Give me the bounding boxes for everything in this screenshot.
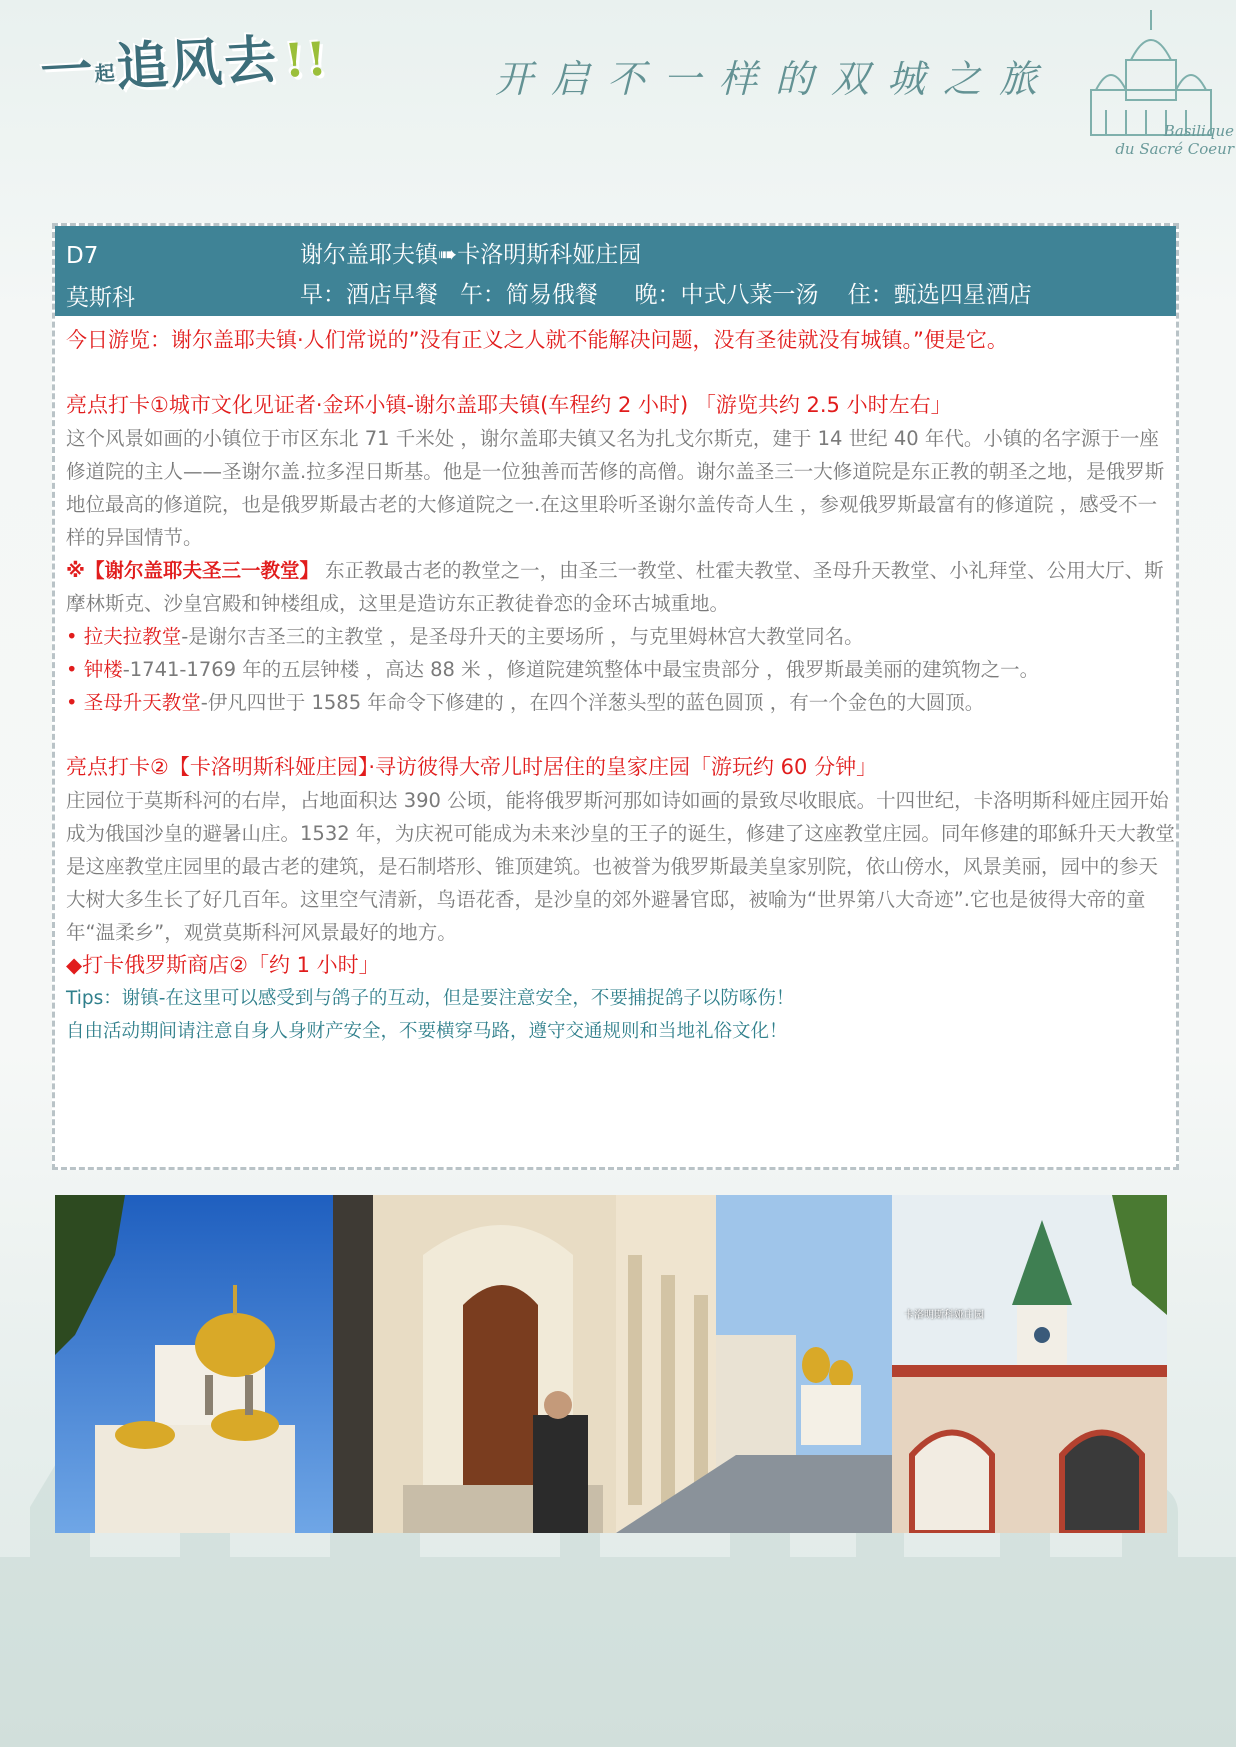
tips-line-2: 自由活动期间请注意自身人身财产安全，不要横穿马路，遵守交通规则和当地礼俗文化！ [66, 1021, 788, 1042]
church-section [66, 554, 1176, 620]
shop-stop: ◆打卡俄罗斯商店②「约 1 小时」 [66, 953, 380, 977]
tips-line-1: Tips：谢镇-在这里可以感受到与鸽子的互动，但是要注意安全，不要捕捉鸽子以防啄伤！ [66, 988, 795, 1009]
highlight-1-title: 亮点打卡①城市文化见证者·金环小镇-谢尔盖耶夫镇(车程约 2 小时) 「游览共约 2.5 小时左右」 [66, 393, 952, 417]
church-body: 东正教最古老的教堂之一，由圣三一教堂、杜霍夫教堂、圣母升天教堂、小礼拜堂、公用大厅、斯摩林斯克、沙皇宫殿和钟楼组成，这里是造访东正教徒眷恋的金环古城重地。 [66, 559, 1164, 615]
monastery-gallery-photo [616, 1195, 892, 1533]
slogan: 开启不一样的双城之旅 [495, 57, 1056, 101]
monastery-portal-photo [333, 1195, 616, 1533]
kolomenskoye-gate-photo [892, 1195, 1167, 1533]
photo-strip [55, 1195, 1167, 1533]
highlight-2-title: 亮点打卡②【卡洛明斯科娅庄园】·寻访彼得大帝儿时居住的皇家庄园「游玩约 60 分钟」 [66, 755, 878, 779]
page-header [0, 0, 1236, 200]
item-name: 圣母升天教堂 [83, 691, 201, 714]
list-item: • 拉夫拉教堂-是谢尔吉圣三的主教堂 ，是圣母升天的主要场所 ，与克里姆林宫大教堂同名。 [66, 625, 864, 648]
itinerary-panel [52, 223, 1179, 1170]
day-meals: 早：酒店早餐 午：简易俄餐 晚：中式八菜一汤 住：甄选四星酒店 [300, 282, 1032, 308]
trinity-cathedral-photo [55, 1195, 333, 1533]
itinerary-body [66, 324, 1176, 1048]
list-item: • 圣母升天教堂-伊凡四世于 1585 年命令下修建的 ，在四个洋葱头型的蓝色圆顶 ，有一个金色的大圆顶。 [66, 691, 985, 714]
highlight-2-body: 庄园位于莫斯科河的右岸，占地面积达 390 公顷，能将俄罗斯河那如诗如画的景致尽收眼底。十四世纪，卡洛明斯科娅庄园开始成为俄国沙皇的避暑山庄。1532 年，为庆祝可能成为未来沙皇的王子的诞生，修建了这座教堂庄园。同年修建的耶稣升天大教堂是这座教堂庄园里的最古老的建筑，是石制塔形、锥顶建筑。也被誉为俄罗斯最美皇家别院，依山傍水，风景美丽，园中的参天大树大多生长了好几百年。这里空气清新，鸟语花香，是沙皇的郊外避暑官邸，被喻为“世界第八大奇迹”.它也是彼得大帝的童年“温柔乡”，观赏莫斯科河风景最好的地方。 [66, 789, 1175, 944]
church-label: Basilique du Sacré Coeur [1115, 122, 1234, 158]
church-title: ※【谢尔盖耶夫圣三一教堂】 [66, 559, 319, 582]
photo-caption: 卡洛明斯科娅庄园 [904, 1310, 984, 1321]
day-header-bar [55, 226, 1176, 316]
item-name: 钟楼 [83, 658, 123, 681]
overview-text: 今日游览：谢尔盖耶夫镇·人们常说的”没有正义之人就不能解决问题，没有圣徒就没有城镇。”便是它。 [66, 328, 1008, 352]
brand-logo: 一起追风去!! [38, 29, 330, 103]
day-code: D7 [66, 243, 99, 269]
list-item: • 钟楼-1741-1769 年的五层钟楼 ，高达 88 米 ，修道院建筑整体中最宝贵部分 ，俄罗斯最美丽的建筑物之一。 [66, 658, 1040, 681]
day-route: 谢尔盖耶夫镇➠卡洛明斯科娅庄园 [300, 242, 642, 268]
highlight-1-body: 这个风景如画的小镇位于市区东北 71 千米处 ，谢尔盖耶夫镇又名为扎戈尔斯克，建于 14 世纪 40 年代。小镇的名字源于一座修道院的主人——圣谢尔盖.拉多涅日斯基。他是一位独善而苦修的高僧。谢尔盖圣三一大修道院是东正教的朝圣之地，是俄罗斯地位最高的修道院，也是俄罗斯最古老的大修道院之一.在这里聆听圣谢尔盖传奇人生 ，参观俄罗斯最富有的修道院 ，感受不一样的异国情节。 [66, 427, 1165, 549]
item-name: 拉夫拉教堂 [83, 625, 182, 648]
day-city: 莫斯科 [66, 285, 135, 311]
